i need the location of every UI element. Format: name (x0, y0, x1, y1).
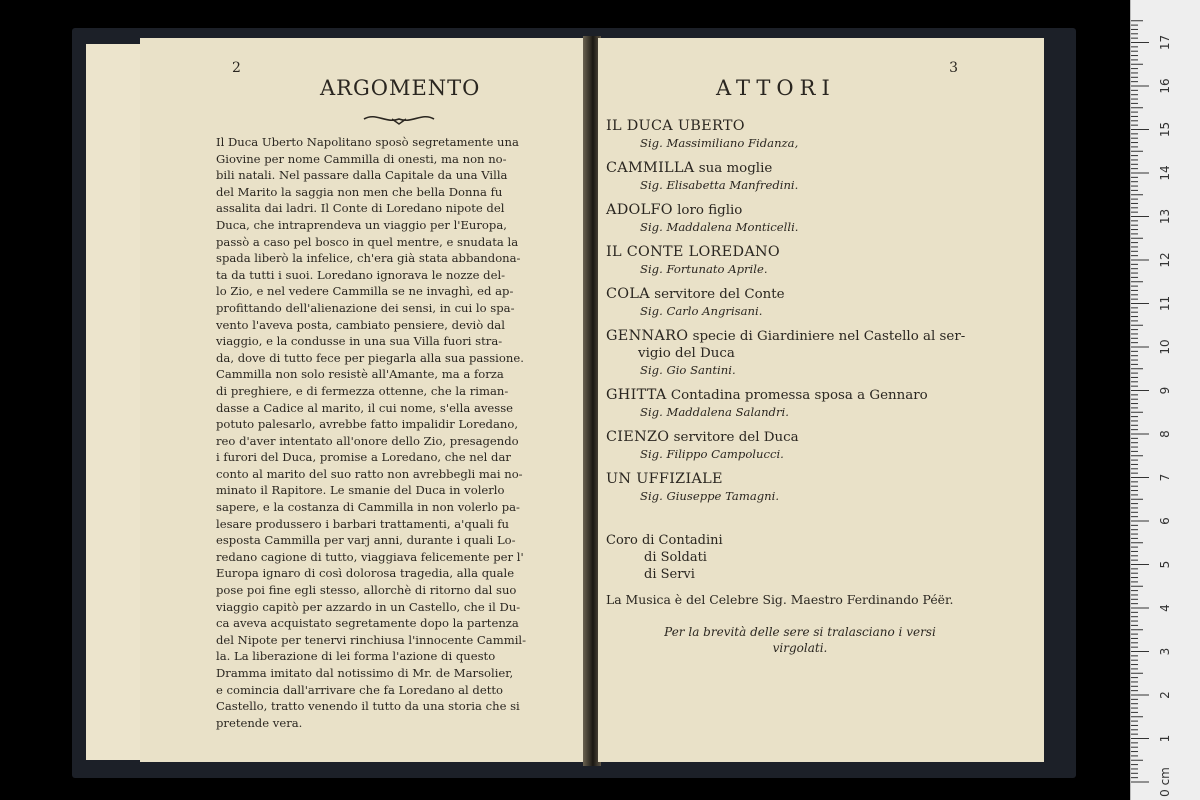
role-title: ADOLFO (606, 202, 673, 218)
ruler-label: 14 (1158, 165, 1172, 181)
cast-entry (606, 118, 1026, 151)
role-description: servitore del Duca (669, 430, 799, 445)
right-page (598, 38, 1044, 762)
ruler-label: 7 (1158, 473, 1172, 482)
argument-line: pretende vera. (216, 715, 303, 730)
ruler-label: 6 (1158, 517, 1172, 525)
ornament-icon (362, 112, 436, 126)
argument-line: bili natali. Nel passare dalla Capitale da una Villa (216, 168, 508, 183)
role-name (606, 160, 1026, 177)
actor-name: Sig. Massimiliano Fidanza, (640, 136, 799, 150)
chorus-list (606, 532, 723, 583)
argument-line: redano cagione di tutto, viaggiava felicemente per l' (216, 549, 524, 564)
role-title: UN UFFIZIALE (606, 471, 723, 487)
argument-line: la. La liberazione di lei forma l'azione di questo (216, 649, 496, 664)
ruler-label: 2 (1158, 691, 1172, 699)
measuring-ruler (1130, 0, 1200, 800)
argument-line: pose poi fine egli stesso, allorchè di ritorno dal suo (216, 583, 517, 598)
argument-line: Giovine per nome Cammilla di onesti, ma non no- (216, 151, 507, 166)
chorus-line: di Soldati (644, 550, 707, 565)
ruler-label: 1 (1158, 734, 1172, 743)
argument-line: viaggio, e la condusse in una sua Villa fuori stra- (216, 334, 503, 349)
role-name (606, 286, 1026, 303)
right-page-number: 3 (949, 60, 958, 76)
role-description: Contadina promessa sposa a Gennaro (666, 388, 928, 403)
cast-list (606, 118, 1026, 513)
cast-entry (606, 429, 1026, 462)
argument-line: esposta Cammilla per varj anni, durante i quali Lo- (216, 533, 516, 548)
argument-line: profittando dell'alienazione dei sensi, in cui lo spa- (216, 300, 515, 315)
ruler-label: 17 (1158, 34, 1172, 51)
actor-name: Sig. Filippo Campolucci. (640, 447, 784, 461)
role-description: specie di Giardiniere nel Castello al ser- (688, 329, 966, 344)
argument-line: lesare produssero i barbari trattamenti, a'quali fu (216, 516, 510, 531)
role-description: loro figlio (672, 203, 743, 218)
argument-line: sapere, e la costanza di Cammilla in non volerlo pa- (216, 500, 520, 515)
cast-entry (606, 286, 1026, 319)
role-title: GHITTA (606, 387, 667, 403)
argument-line: reo d'aver intentato all'onore dello Zio, presagendo (216, 433, 519, 448)
role-name (606, 429, 1026, 446)
actor-name: Sig. Gio Santini. (640, 363, 736, 377)
argument-line: del Nipote per tenervi rinchiusa l'innocente Cammil- (216, 632, 527, 647)
ruler-label: 16 (1158, 78, 1172, 94)
role-description: servitore del Conte (649, 287, 785, 302)
role-name (606, 471, 1026, 488)
ruler-label: 8 (1158, 430, 1172, 438)
ruler-label: 15 (1158, 121, 1172, 138)
role-name (606, 202, 1026, 219)
role-name (606, 328, 1026, 345)
cast-entry (606, 160, 1026, 193)
ruler-label: 3 (1158, 647, 1172, 656)
argument-line: lo Zio, e nel vedere Cammilla se ne invaghì, ed ap- (216, 284, 514, 299)
argument-line: Dramma imitato dal notissimo di Mr. de Marsolier, (216, 666, 514, 680)
actor-name: Sig. Elisabetta Manfredini. (640, 178, 799, 192)
cast-entry (606, 202, 1026, 235)
argument-text (216, 134, 582, 731)
omission-note (630, 624, 970, 656)
argument-line: minato il Rapitore. Le smanie del Duca in volerlo (216, 483, 505, 498)
page-edge (86, 44, 148, 760)
argument-line: assalita dai ladri. Il Conte di Loredano nipote del (216, 201, 505, 216)
ruler-label: 5 (1158, 560, 1172, 569)
cast-entry (606, 387, 1026, 420)
cast-entry (606, 328, 1026, 378)
chorus-line: Coro di Contadini (606, 533, 723, 548)
argument-line: e comincia dall'arrivare che fa Loredano al detto (216, 682, 504, 697)
argument-line: del Marito la saggia non men che bella Donna fu (216, 184, 503, 199)
role-description: sua moglie (694, 161, 773, 176)
role-title: CIENZO (606, 429, 670, 445)
argument-line: ca aveva acquistato segretamente dopo la partenza (216, 616, 519, 631)
left-page-number: 2 (232, 60, 241, 76)
argument-line: spada liberò la infelice, ch'era già stata abbandona- (216, 251, 521, 266)
cast-entry (606, 244, 1026, 277)
actor-name: Sig. Carlo Angrisani. (640, 304, 763, 318)
role-title: CAMMILLA (606, 160, 695, 176)
argument-line: di preghiere, e di fermezza ottenne, che la riman- (216, 383, 509, 398)
argument-line: Cammilla non solo resistè all'Amante, ma a forza (216, 367, 504, 382)
ruler-label: 13 (1158, 208, 1172, 225)
argument-line: passò a caso pel bosco in quel mentre, e snudata la (216, 234, 519, 249)
argument-line: potuto palesarlo, avrebbe fatto impalidir Loredano, (216, 417, 519, 432)
ruler-label: 9 (1158, 386, 1172, 395)
role-name (606, 118, 1026, 135)
argument-line: dasse a Cadice al marito, il cui nome, s'ella avesse (216, 400, 514, 415)
ruler-scale (1131, 0, 1200, 800)
argument-line: conto al marito del suo ratto non avrebbegli mai no- (216, 466, 523, 481)
music-credit: La Musica è del Celebre Sig. Maestro Ferdinando Péër. (606, 592, 954, 607)
ruler-label: 10 (1158, 339, 1172, 355)
chorus-line: di Servi (644, 567, 695, 582)
role-name (606, 244, 1026, 261)
left-page (140, 38, 586, 762)
role-name (606, 387, 1026, 404)
argument-line: viaggio capitò per azzardo in un Castello, che il Du- (216, 599, 521, 614)
argument-line: Il Duca Uberto Napolitano sposò segretamente una (216, 135, 519, 149)
ruler-label: 11 (1158, 295, 1172, 312)
role-title: IL DUCA UBERTO (606, 118, 745, 134)
cast-entry (606, 471, 1026, 504)
note-line: virgolati. (772, 641, 828, 655)
ruler-label: 0 cm (1158, 767, 1172, 797)
argument-heading: ARGOMENTO (320, 76, 481, 100)
role-title: GENNARO (606, 328, 689, 344)
actors-heading: ATTORI (716, 76, 836, 100)
role-description: vigio del Duca (638, 346, 735, 361)
actor-name: Sig. Maddalena Salandri. (640, 405, 789, 419)
argument-line: da, dove di tutto fece per piegarla alla sua passione. (216, 350, 524, 365)
actor-name: Sig. Maddalena Monticelli. (640, 220, 799, 234)
argument-line: vento l'aveva posta, cambiato pensiere, deviò dal (216, 317, 505, 332)
argument-line: Europa ignaro di così dolorosa tragedia, alla quale (216, 566, 515, 581)
argument-line: i furori del Duca, promise a Loredano, che nel dar (216, 450, 511, 465)
note-line: Per la brevità delle sere si tralasciano i versi (664, 625, 936, 639)
role-title: COLA (606, 286, 650, 302)
actor-name: Sig. Fortunato Aprile. (640, 262, 768, 276)
ruler-label: 12 (1158, 252, 1172, 268)
role-title: IL CONTE LOREDANO (606, 244, 781, 260)
ruler-label: 4 (1158, 604, 1172, 612)
actor-name: Sig. Giuseppe Tamagni. (640, 489, 780, 503)
argument-line: ta da tutti i suoi. Loredano ignorava le nozze del- (216, 267, 506, 282)
argument-line: Duca, che intraprendeva un viaggio per l'Europa, (216, 217, 507, 232)
argument-line: Castello, tratto venendo il tutto da una storia che si (216, 699, 520, 714)
